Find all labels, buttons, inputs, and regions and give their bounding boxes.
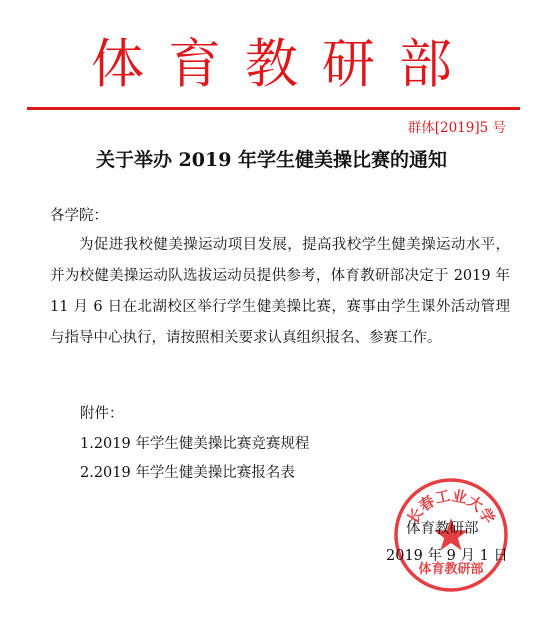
salutation: 各学院： [50, 208, 108, 224]
attachment-item: 2.2019 年学生健美操比赛报名表 [80, 465, 295, 481]
header-title: 体育教研部 [91, 34, 476, 95]
notice-body: 为促进我校健美操运动项目发展，提高我校学生健美操运动水平，并为校健美操运动队选拔运动员提供参考，体育教研部决定于 2019 年 11 月 6 日在北湖校区举行学生健美操比赛，赛事由学生课外活动管理与指导中心执行，请按照相关要求认真组织报名、参赛工作。 [50, 237, 510, 346]
attachment-item: 1.2019 年学生健美操比赛竞赛规程 [80, 436, 310, 452]
seal-bottom-text: 体育教研部 [418, 562, 484, 577]
notice-title: 关于举办 2019 年学生健美操比赛的通知 [95, 149, 448, 171]
header-divider [27, 107, 520, 110]
signature-date: 2019 年 9 月 1 日 [386, 548, 508, 564]
seal-arc-text: 长春工业大学 [403, 486, 499, 528]
attachments-label: 附件： [80, 406, 124, 422]
document-number: 群体[2019]5 号 [407, 120, 506, 136]
signature-organization: 体育教研部 [406, 521, 479, 537]
